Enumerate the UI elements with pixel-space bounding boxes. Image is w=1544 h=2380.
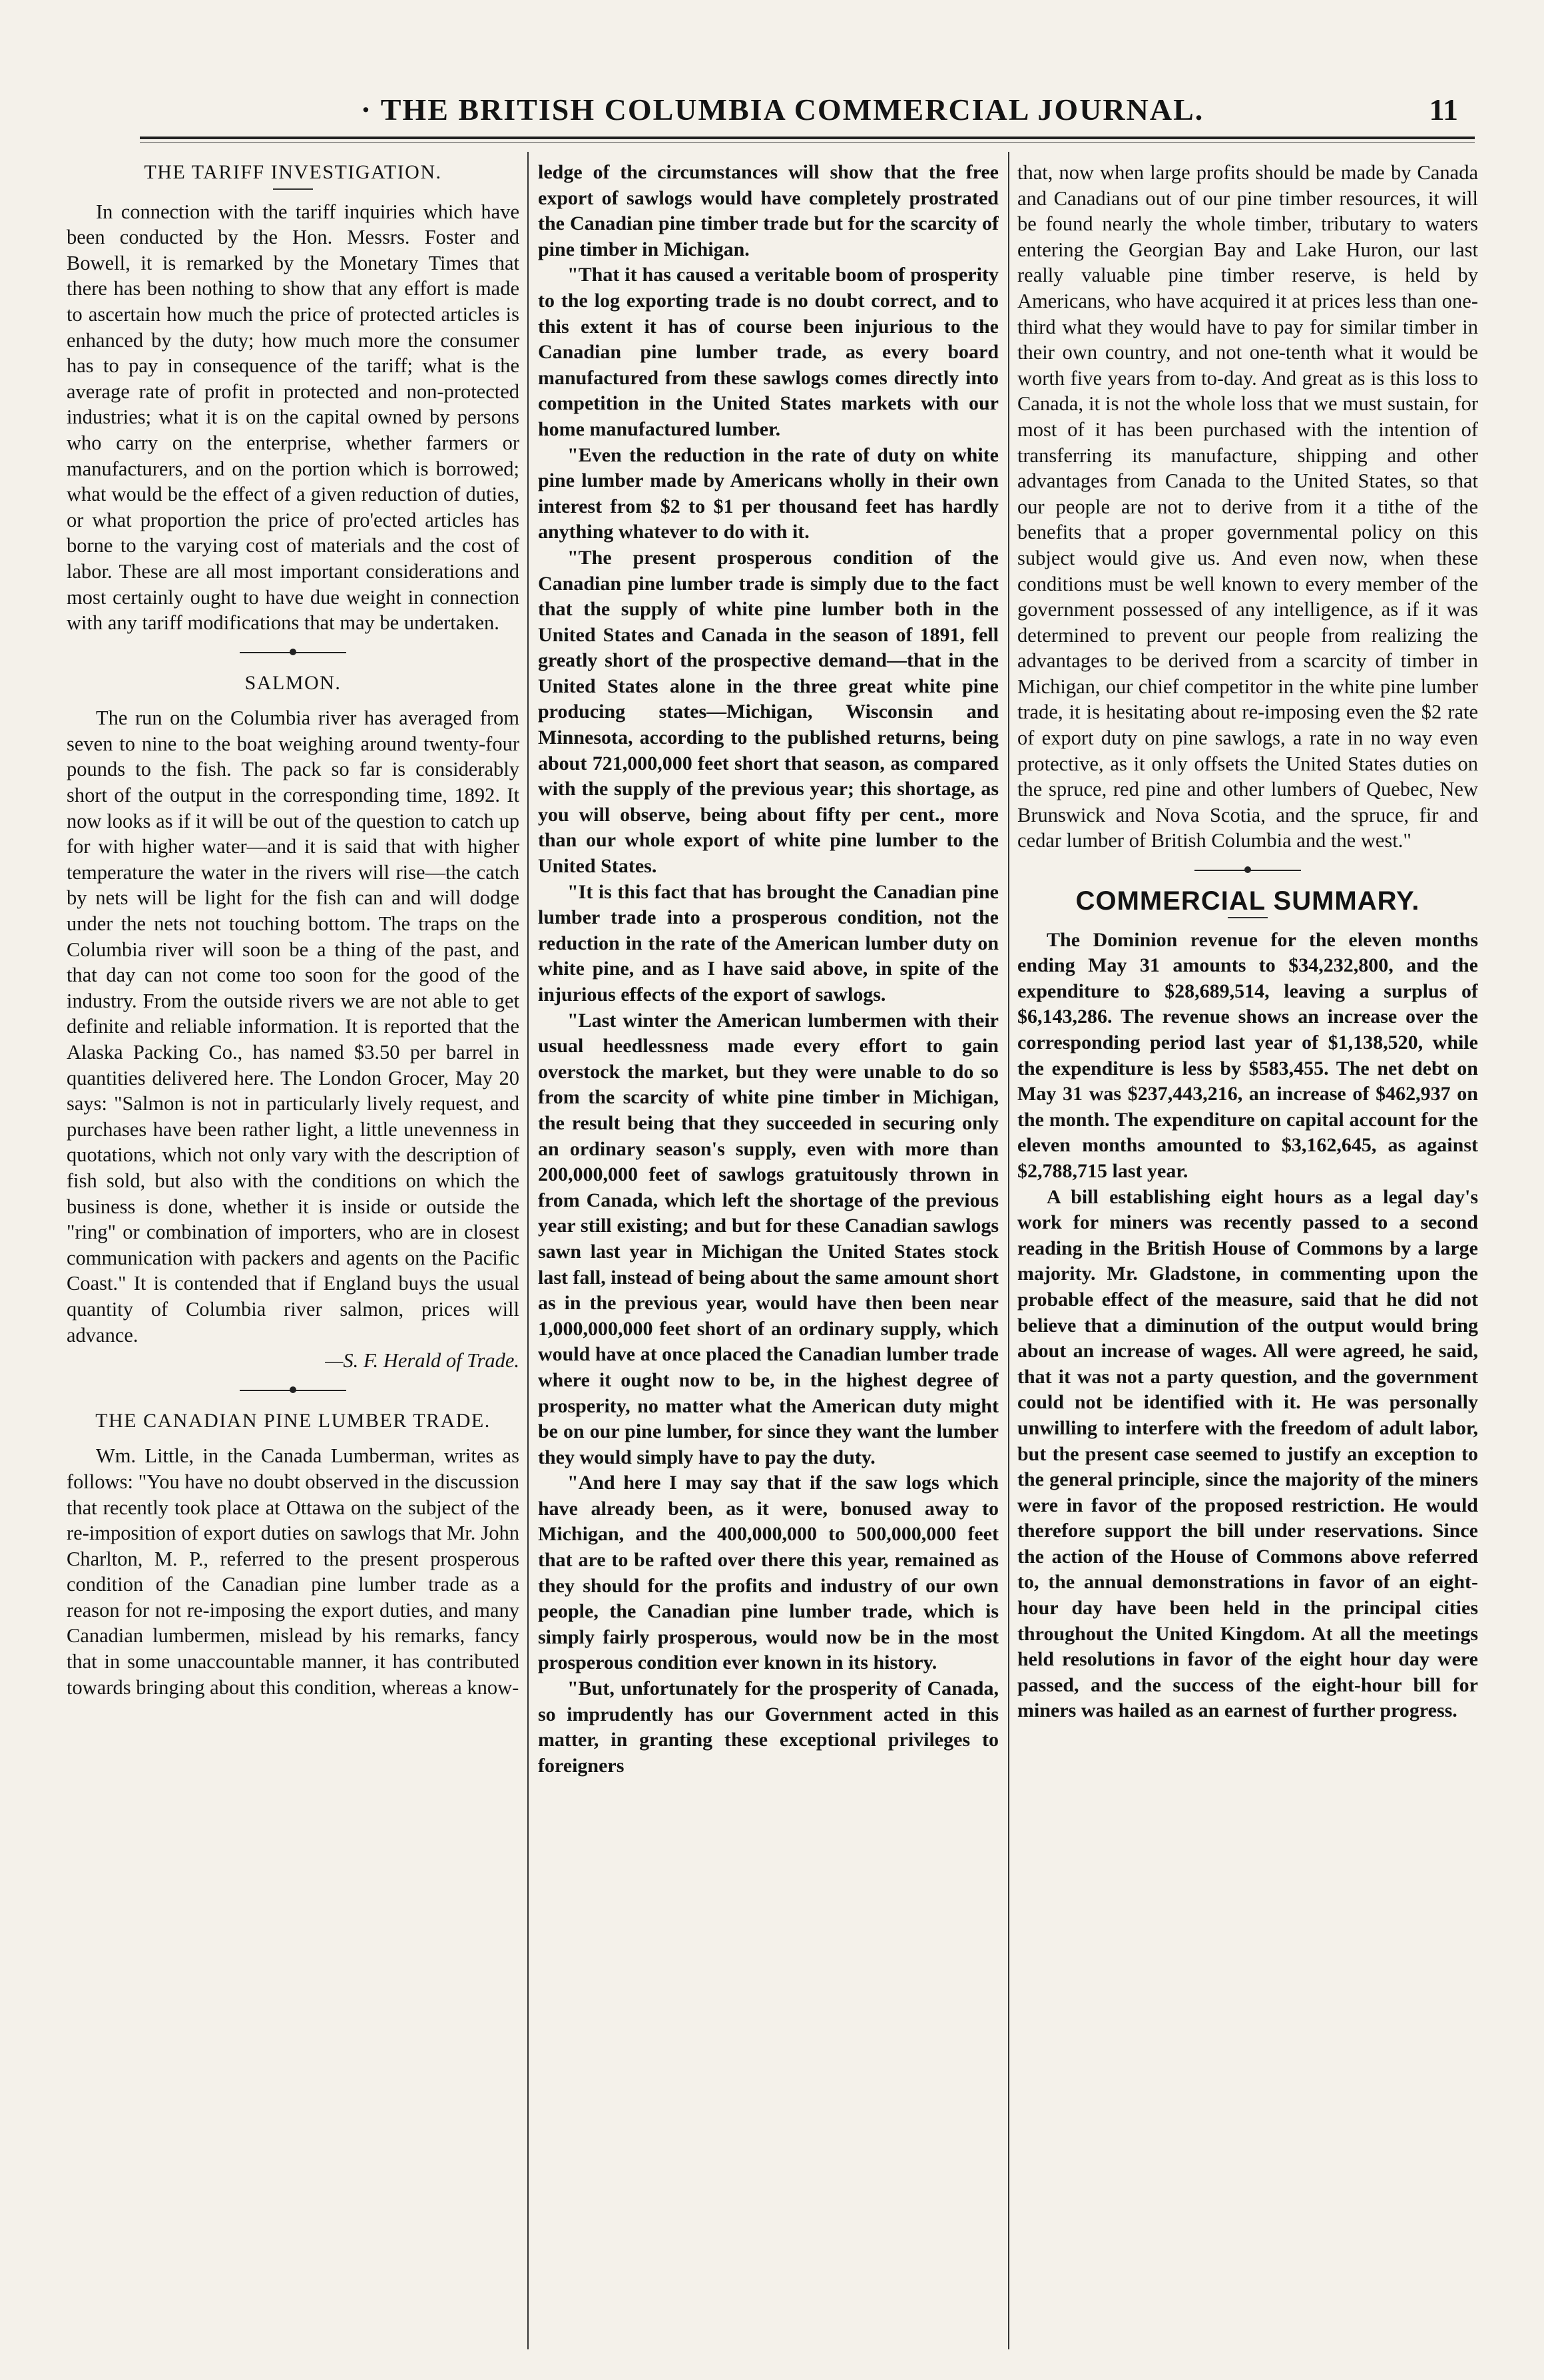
paragraph: A bill establishing eight hours as a legal day's work for miners was recently passed to a second reading in the British House of Commons by a large majority. Mr. Gladstone, in commenting upon the probable effect of the measure, said that he did not believe that a diminution of the output would bring about an increase of wages. All were agreed, he said, that it was not a party question, and the government could not be identified with it. He was personally unwilling to interfere with the freedom of adult labor, but the present case seemed to justify an exception to the general principle, since the majority of the miners were in favor of the proposed restriction. He would therefore support the bill under reservations. Since the action of the House of Commons above referred to, the annual demonstrations in favor of an eight-hour day have been held in the principal cities throughout the United Kingdom. At all the meetings held resolutions in favor of the eight hour day were passed, and the success of the eight-hour bill for miners was hailed as an earnest of further progress. — [1017, 1185, 1478, 1722]
paragraph: "It is this fact that has brought the Canadian pine lumber trade into a prosperous condition, not the reduction in the rate of the American lumber duty on white pine, and as I have said above, in spite of the injurious effects of the export of sawlogs. — [538, 880, 999, 1006]
paragraph: The Dominion revenue for the eleven months ending May 31 amounts to $34,232,800, and the expenditure to $28,689,514, leaving a surplus of $6,143,286. The revenue shows an increase over the corresponding period last year of $1,138,520, while the expenditure is less by $583,455. The net debt on May 31 was $237,443,216, an increase of $462,937 on the month. The expenditure on capital account for the eleven months amounted to $3,162,645, as against $2,788,715 last year. — [1017, 928, 1478, 1182]
heading-dash — [273, 188, 313, 190]
article-body: The run on the Columbia river has averaged from seven to nine to the boat weighing around twenty-four pounds to the fish. The pack so far is considerably short of the output in the corresponding time, 1892. It now looks as if it will be out of the question to catch up for with higher water—and it is said that with higher temperature the water in the rivers will rise—the catch by nets will be light for the fish can and will dodge under the nets not touching bottom. The traps on the Columbia river will soon be a thing of the past, and that day can not come too soon for the good of the industry. From the outside rivers we are not able to get definite and reliable information. It is reported that the Alaska Packing Co., has named $3.50 per barrel in quantities delivered here. The London Grocer, May 20 says: "Salmon is not in particularly lively request, and purchases have been rather light, a little unevenness in quotations, which not only vary with the description of fish sold, but also with the conditions on which the business is done, whether it is inside or outside the "ring" or combination of importers, who are in closest communication with packers and agents on the Pacific Coast." It is contended that if England buys the usual quantity of Columbia river salmon, prices will advance. — [67, 707, 519, 1346]
paragraph: "Last winter the American lumbermen with their usual heedlessness made every effort to gain overstock the market, but they were unable to do so from the scarcity of white pine timber in Michigan, the result being that they succeeded in securing only an ordinary season's supply, even with more than 200,000,000 feet of sawlogs gratuitously thrown in from Canada, which left the shortage of the previous year still existing; and but for these Canadian sawlogs sawn last year in Michigan the United States stock last fall, instead of being about the same amount short as in the previous year, would have then been near 1,000,000,000 feet short of an ordinary supply, which would have at once placed the Canadian lumber trade where it ought now to be, in the highest degree of prosperity, no matter what the American duty might be on our pine lumber, for since they want the lumber they would simply have to pay the duty. — [538, 1009, 999, 1468]
article-heading: THE TARIFF INVESTIGATION. — [144, 161, 442, 183]
column-3 — [1017, 160, 1478, 2351]
article-heading: THE CANADIAN PINE LUMBER TRADE. — [95, 1409, 491, 1432]
article-body: Wm. Little, in the Canada Lumberman, writes as follows: "You have no doubt observed in the discussion that recently took place at Ottawa on the subject of the re-imposition of export duties on sawlogs that Mr. John Charlton, M. P., referred to the present prosperous condition of the Canadian pine lumber trade as a reason for not re-imposing the export duties, and many Canadian lumbermen, mislead by his remarks, fancy that in some unaccountable manner, it has contributed towards bringing about this condition, whereas a know- — [67, 1444, 519, 1699]
article-separator — [67, 1380, 519, 1400]
article-pine-lumber — [67, 1408, 519, 1701]
article-separator — [67, 643, 519, 663]
journal-title: · THE BRITISH COLUMBIA COMMERCIAL JOURNAL. — [360, 93, 1204, 127]
paragraph: "That it has caused a veritable boom of prosperity to the log exporting trade is no doubt correct, and to this extent it has of course been injurious to the Canadian pine lumber trade, as every board manufactured from these sawlogs comes directly into competition in the United States markets with our home manufactured lumber. — [538, 264, 999, 440]
paragraph: "But, unfortunately for the prosperity of Canada, so imprudently has our Government acted in this matter, in granting these exceptional privileges to foreigners — [538, 1677, 999, 1777]
column-1 — [67, 160, 519, 2351]
article-signature: —S. F. Herald of Trade. — [325, 1349, 519, 1372]
paragraph: "The present prosperous condition of the Canadian pine lumber trade is simply due to the fact that the supply of white pine lumber both in the United States and Canada in the season of 1891, fell greatly short of the prospective demand—that in the United States alone in the three great white pine producing states—Michigan, Wisconsin and Minnesota, according to the published returns, being about 721,000,000 feet short that season, as compared with the supply of the previous year; this shortage, as you will observe, being about fifty per cent., more than our whole export of white pine lumber to the United States. — [538, 546, 999, 878]
article-salmon — [67, 671, 519, 1374]
article-separator — [1017, 860, 1478, 880]
masthead — [107, 92, 1458, 139]
article-heading: SALMON. — [244, 671, 342, 694]
article-body: In connection with the tariff inquiries which have been conducted by the Hon. Messrs. Foster and Bowell, it is remarked by the Monetary Times that there has been nothing to show that any effort is made to ascertain how much the price of protected articles is enhanced by the duty; how much more the consumer has to pay in consequence of the tariff; what is the average rate of profit in protected and non-protected industries; what it is on the capital owned by persons who carry on the enterprise, whether farmers or manufacturers, and on the portion which is borrowed; what would be the effect of a given reduction of duties, or what proportion the price of pro'ected articles has borne to the varying cost of materials and the cost of labor. These are all most important considerations and most certainly ought to have due weight in connection with any tariff modifications that may be undertaken. — [67, 200, 519, 635]
paragraph: that, now when large profits should be made by Canada and Canadians out of our pine timber resources, it will be found nearly the whole timber, tributary to waters entering the Georgian Bay and Lake Huron, our last really valuable pine timber reserve, is held by Americans, who have acquired it at prices less than one-third what they would have to pay for similar timber in their own country, and not one-tenth what it would be worth five years from to-day. And great as is this loss to Canada, it is not the whole loss that we must sustain, for most of it has been purchased with the intention of transferring its manufacture, shipping and other advantages from Canada to the United States, so that our people are not to derive from it a tithe of the benefits that a proper governmental policy on this subject would give us. And even now, when these conditions must be well known to every member of the government possessed of any intelligence, as if it was determined to prevent our people from realizing the advantages to be derived from a scarcity of timber in Michigan, our chief competitor in the white pine lumber trade, it is hesitating about re-imposing even the $2 rate of export duty on pine sawlogs, a rate in no way even protective, as it only offsets the United States duties on the spruce, red pine and other lumbers of Quebec, New Brunswick and Nova Scotia, and the spruce, fir and cedar lumber of British Columbia and the west." — [1017, 161, 1478, 852]
column-2 — [538, 160, 999, 2351]
header-rule-thin — [140, 142, 1475, 143]
paragraph: ledge of the circumstances will show that the free export of sawlogs would have completely prostrated the Canadian pine timber trade but for the scarcity of pine timber in Michigan. — [538, 161, 999, 260]
column-divider-1 — [527, 152, 529, 2349]
header-rule — [140, 137, 1475, 139]
column-divider-2 — [1008, 152, 1009, 2349]
article-tariff — [67, 160, 519, 636]
paragraph: "And here I may say that if the saw logs which have already been, as it were, bonused away to Michigan, and the 400,000,000 to 500,000,000 feet that are to be rafted over there this year, remained as they should for the profits and industry of our own people, the Canadian pine lumber trade, which is simply fairly prosperous, would now be in the most prosperous condition ever known in its history. — [538, 1472, 999, 1674]
article-commercial-summary — [1017, 888, 1478, 1724]
article-heading: COMMERCIAL SUMMARY. — [1075, 886, 1420, 916]
page-number: 11 — [1429, 93, 1458, 127]
heading-dash — [1228, 917, 1268, 918]
paragraph: "Even the reduction in the rate of duty on white pine lumber made by Americans wholly in their own interest from $2 to $1 per thousand feet has hardly anything whatever to do with it. — [538, 444, 999, 543]
